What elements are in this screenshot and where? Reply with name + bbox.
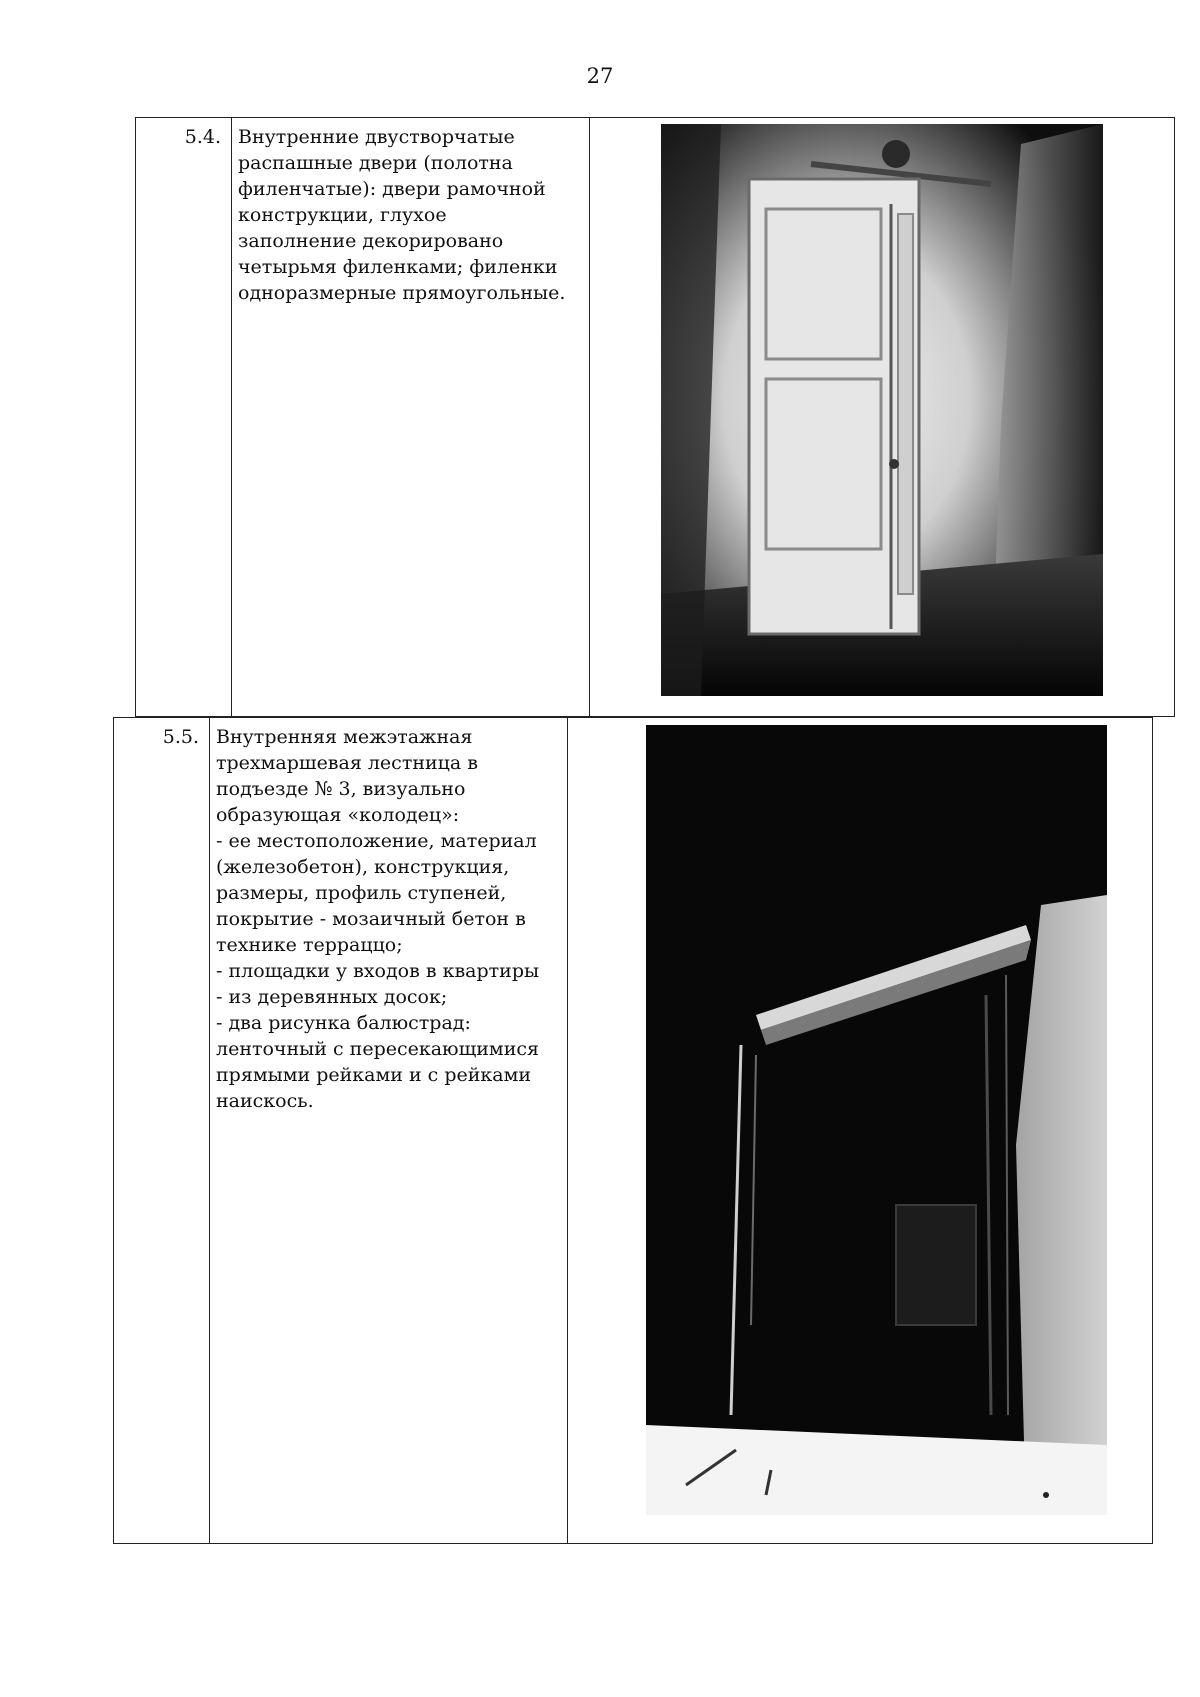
description-line: покрытие - мозаичный бетон в — [216, 908, 526, 930]
staircase-photo — [646, 725, 1107, 1515]
description-line: одноразмерные прямоугольные. — [238, 282, 566, 304]
door-photo — [661, 124, 1103, 696]
description-line: - площадки у входов в квартиры — [216, 960, 540, 982]
description-line: (железобетон), конструкция, — [216, 856, 510, 878]
description-line: конструкции, глухое — [238, 204, 447, 226]
description-line: филенчатые): двери рамочной — [238, 178, 546, 200]
photo-cell — [568, 718, 1153, 1544]
photo-cell — [590, 118, 1175, 717]
description-line: подъезде № 3, визуально — [216, 778, 466, 800]
description-line: - ее местоположение, материал — [216, 830, 537, 852]
row-number: 5.4. — [184, 126, 221, 148]
description-line: заполнение декорировано — [238, 230, 504, 252]
row-number: 5.5. — [162, 726, 199, 748]
description-line: ленточный с пересекающимися — [216, 1038, 539, 1060]
description-line: Внутренняя межэтажная — [216, 726, 473, 748]
description-line: прямыми рейками и с рейками — [216, 1064, 532, 1086]
row-number-cell — [114, 718, 210, 1544]
description-cell — [210, 718, 568, 1544]
row-number-cell — [136, 118, 232, 717]
description-cell — [232, 118, 590, 717]
description-line: - два рисунка балюстрад: — [216, 1012, 471, 1034]
description-line: технике терраццо; — [216, 934, 403, 956]
table-row — [113, 717, 1153, 1544]
table-row — [135, 117, 1175, 717]
page-number: 27 — [586, 64, 614, 88]
description-line: образующая «колодец»: — [216, 804, 460, 826]
description-line: размеры, профиль ступеней, — [216, 882, 507, 904]
description-line: Внутренние двустворчатые — [238, 126, 515, 148]
description-line: наискось. — [216, 1090, 314, 1112]
description-line: распашные двери (полотна — [238, 152, 513, 174]
description-line: - из деревянных досок; — [216, 986, 448, 1008]
description-line: четырьмя филенками; филенки — [238, 256, 558, 278]
description-line: трехмаршевая лестница в — [216, 752, 478, 774]
